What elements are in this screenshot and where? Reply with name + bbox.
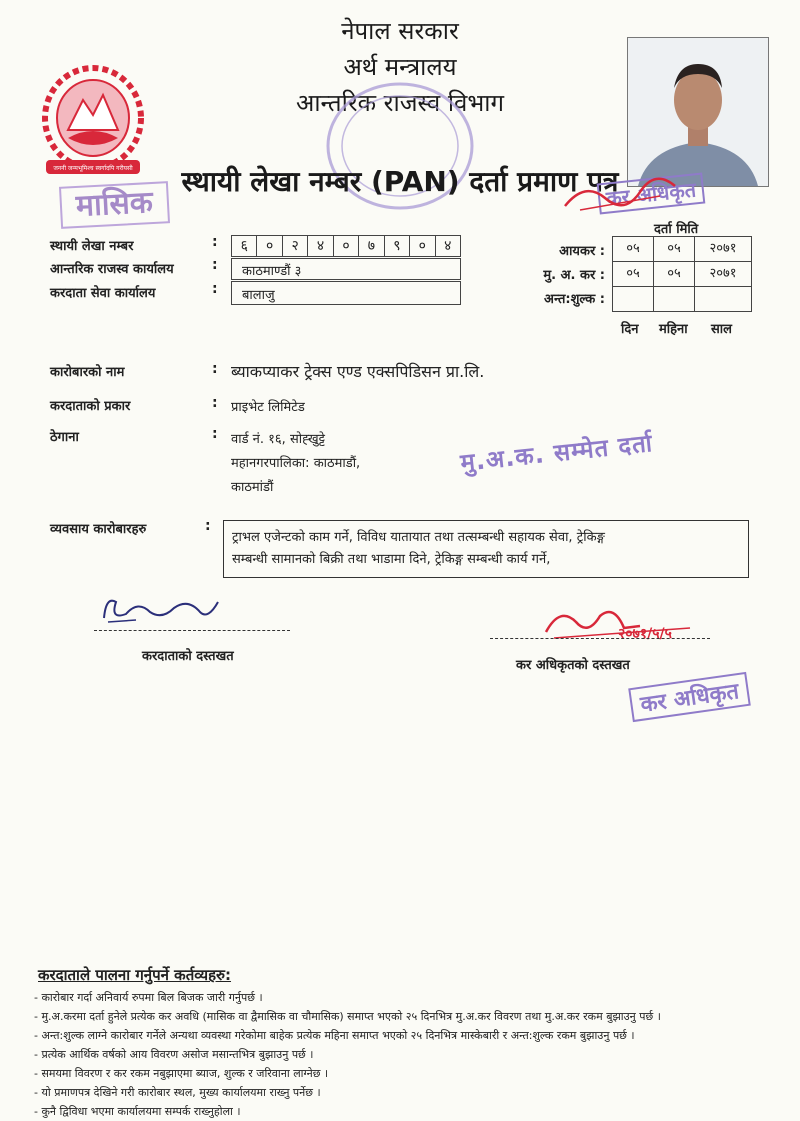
duty-item: - प्रत्येक आर्थिक वर्षको आय विवरण असोज मसान्तभित्र बुझाउनु पर्छ ।	[34, 1048, 314, 1061]
colon: :	[212, 361, 218, 377]
business-name-value: ब्याकप्याकर ट्रेक्स एण्ड एक्सपिडिसन प्रा.लि.	[231, 362, 485, 381]
duty-item: - यो प्रमाणपत्र देखिने गरी कारोबार स्थल, मुख्य कार्यालयमा राख्नु पर्नेछ ।	[34, 1086, 321, 1099]
address-line3: काठमांडौं	[231, 480, 274, 495]
colon: :	[212, 234, 218, 250]
business-activities-label: व्यवसाय कारोबारहरु	[50, 522, 147, 537]
pan-digit: ६	[232, 236, 257, 256]
officer-signature-date: २०७१/५/५	[618, 626, 672, 642]
service-office-label: करदाता सेवा कार्यालय	[50, 286, 156, 301]
col-month-label: महिना	[659, 322, 688, 337]
col-year-label: साल	[711, 322, 732, 337]
taxpayer-type-value: प्राइभेट लिमिटेड	[231, 400, 305, 415]
date-day	[613, 287, 654, 311]
certificate-title: स्थायी लेखा नम्बर (PAN) दर्ता प्रमाण पत्र	[181, 165, 619, 198]
vat-date-row	[613, 262, 751, 287]
vat-label: मु. अ. कर :	[543, 268, 605, 283]
business-activities-box	[223, 520, 749, 578]
masik-stamp: मासिक	[59, 181, 170, 229]
pan-digit: ४	[444, 238, 452, 254]
taxpayer-photo	[627, 37, 769, 187]
pan-number-box	[231, 235, 461, 257]
taxpayer-signature-label: करदाताको दस्तखत	[142, 649, 234, 664]
col-day-label: दिन	[621, 322, 639, 337]
excise-date-row	[613, 287, 751, 311]
header-department: आन्तरिक राजस्व विभाग	[295, 89, 504, 117]
ird-office-label: आन्तरिक राजस्व कार्यालय	[50, 262, 174, 277]
service-office-value: बालाजु	[242, 288, 275, 303]
duties-list	[34, 988, 794, 1121]
pan-label: स्थायी लेखा नम्बर	[50, 239, 134, 254]
pan-digit: ७	[359, 236, 384, 256]
duty-item: - कारोबार गर्दा अनिवार्य रुपमा बिल बिजक जारी गर्नुपर्छ ।	[34, 991, 263, 1004]
address-line1: वार्ड नं. १६, सोह्खुट्टे	[231, 432, 325, 447]
officer-stamp-top: कर अधिकृत	[597, 173, 706, 215]
officer-signature-line	[490, 638, 710, 639]
excise-label: अन्त:शुल्क :	[544, 292, 605, 307]
duty-item: - अन्त:शुल्क लाग्ने कारोबार गर्नेले अन्यथा व्यवस्था गरेकोमा बाहेक प्रत्येक महिना समाप्त भएको २५ दिनभित्र मास्केबारी र अन्त:शुल्क रकम बुझाउनु पर्छ ।	[34, 1029, 635, 1042]
business-name-label: कारोबारको नाम	[50, 365, 125, 380]
colon: :	[212, 281, 218, 297]
taxpayer-signature-icon	[96, 590, 226, 630]
pan-digit: ०	[410, 236, 435, 256]
ird-office-value: काठमाण्डौं ३	[242, 264, 302, 279]
pan-digit: २	[283, 236, 308, 256]
registration-date-grid	[612, 236, 752, 312]
business-activities-line2: सम्बन्धी सामानको बिक्री तथा भाडामा दिने, ट्रेकिङ्ग सम्बन्धी कार्य गर्ने,	[232, 552, 551, 567]
officer-signature-label: कर अधिकृतको दस्तखत	[516, 658, 630, 673]
date-year: २०७१	[709, 241, 737, 256]
address-label: ठेगाना	[50, 430, 79, 445]
address-line2: महानगरपालिका: काठमाडौं,	[231, 456, 361, 471]
date-year: २०७१	[709, 266, 737, 281]
duty-item: - मु.अ.करमा दर्ता हुनेले प्रत्येक कर अवधि (मासिक वा द्वैमासिक वा चौमासिक) समाप्त भएको २५ दिनभित्र मु.अ.कर विवरण तथा मु.अ.कर रकम बुझाउनु पर्छ ।	[34, 1010, 661, 1023]
pan-digit: ९	[385, 236, 410, 256]
taxpayer-signature-line	[94, 630, 290, 631]
colon: :	[205, 518, 211, 534]
svg-text:जननी जन्मभूमिश्च स्वर्गादपि गर: जननी जन्मभूमिश्च स्वर्गादपि गरीयसी	[53, 165, 133, 172]
header-government: नेपाल सरकार	[341, 17, 459, 45]
officer-stamp-bottom: कर अधिकृत	[628, 672, 751, 722]
ird-office-box	[231, 258, 461, 280]
registration-date-heading: दर्ता मिति	[654, 222, 699, 237]
vat-registered-stamp: मु.अ.क. सम्मेत दर्ता	[459, 428, 655, 478]
duty-item: - कुनै द्विविधा भएमा कार्यालयमा सम्पर्क राख्नुहोला ।	[34, 1105, 241, 1118]
income-tax-date-row	[613, 237, 751, 262]
date-month: ०५	[654, 237, 695, 261]
person-photo-icon	[628, 38, 768, 186]
taxpayer-type-label: करदाताको प्रकार	[50, 399, 131, 414]
service-office-box	[231, 281, 461, 305]
nepal-emblem-icon	[38, 60, 148, 180]
date-day: ०५	[613, 237, 654, 261]
colon: :	[212, 395, 218, 411]
date-month: ०५	[654, 262, 695, 286]
colon: :	[212, 426, 218, 442]
duty-item: - समयमा विवरण र कर रकम नबुझाएमा ब्याज, शुल्क र जरिवाना लाग्नेछ ।	[34, 1067, 329, 1080]
pan-digit: ०	[257, 236, 282, 256]
date-month	[654, 287, 695, 311]
pan-digit: ०	[334, 236, 359, 256]
header-ministry: अर्थ मन्त्रालय	[343, 53, 457, 81]
pan-digit: ४	[308, 236, 333, 256]
red-signature-top-icon	[560, 176, 680, 216]
date-year	[695, 287, 751, 311]
duties-title: करदाताले पालना गर्नुपर्ने कर्तव्यहरु:	[38, 966, 232, 984]
date-day: ०५	[613, 262, 654, 286]
business-activities-line1: ट्राभल एजेन्टको काम गर्ने, विविध यातायात तथा तत्सम्बन्धी सहायक सेवा, ट्रेकिङ्ग	[232, 530, 605, 545]
colon: :	[212, 257, 218, 273]
income-tax-label: आयकर :	[559, 244, 605, 259]
